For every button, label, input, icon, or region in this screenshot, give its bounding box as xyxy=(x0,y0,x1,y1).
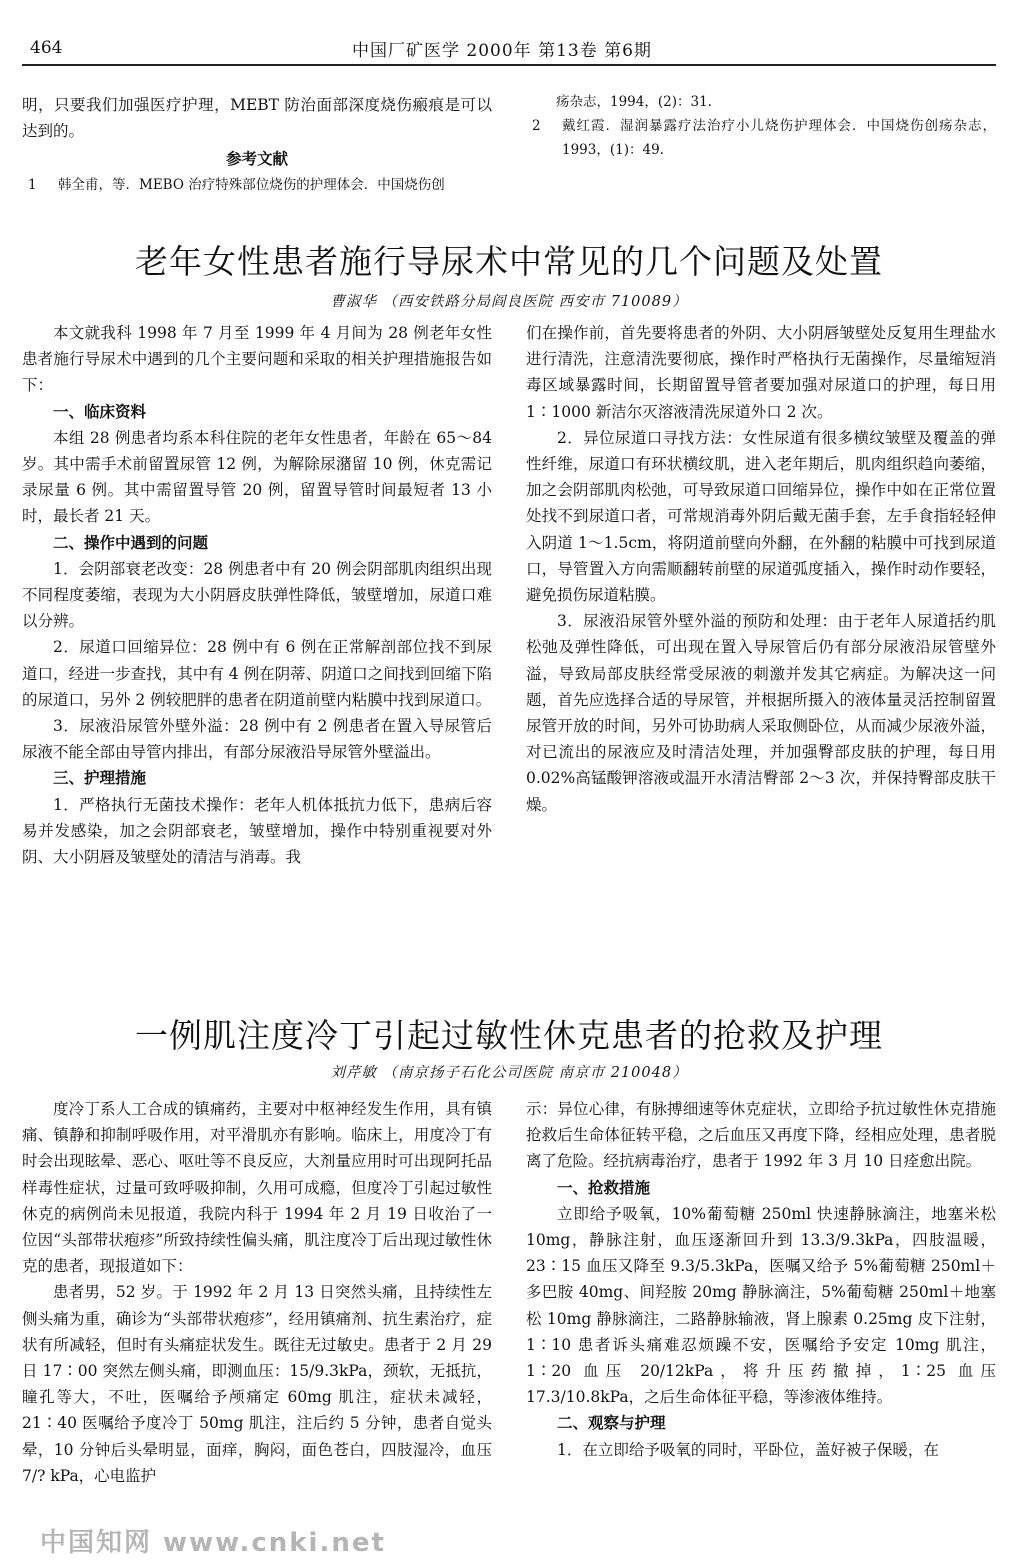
paragraph: 立即给予吸氧，10%葡萄糖 250ml 快速静脉滴注，地塞米松 10mg，静脉注射，血压逐渐回升到 13.3/9.3kPa，四肢温暖，23∶15 血压又降至 9.3/5.3kPa，医嘱又给予 5%葡萄糖 250ml＋多巴胺 40mg、间羟胺 20mg 静脉滴注，5%葡萄糖 250ml＋地塞松 10mg 静脉滴注，二路静脉输液，肾上腺素 0.25mg 皮下注射，1∶10 患者诉头痛难忍烦躁不安，医嘱给予安定 10mg 肌注，1∶20 血压 20/12kPa，将升压药撤掉，1∶25 血压 17.3/10.8kPa，之后生命体征平稳，等渗液体维持。 xyxy=(526,1204,996,1407)
page-number: 464 xyxy=(30,38,63,58)
prev-article-left xyxy=(22,92,492,197)
page-header xyxy=(22,34,996,66)
reference-1 xyxy=(22,173,492,197)
paragraph: 3．尿液沿尿管外壁外溢的预防和处理：由于老年人尿道括约肌松弛及弹性降低，可出现在置入导尿管后仍有部分尿液沿尿管壁外溢，导致局部皮肤经常受尿液的刺激并发其它病症。为解决这一问题，首先应选择合适的导尿管，并根据所摄入的液体量灵活控制留置尿管开放的时间，另外可协助病人采取侧卧位，从而减少尿液外溢，对已流出的尿液应及时清洁处理，并加强臀部皮肤的护理，每日用 0.02%高锰酸钾溶液或温开水清洁臀部 2～3 次，并保持臀部皮肤干燥。 xyxy=(526,612,996,814)
reference-2-text: 戴红霞．湿润暴露疗法治疗小儿烧伤护理体会．中国烧伤创疡杂志，1993，(1)：49. xyxy=(562,118,996,158)
reference-2 xyxy=(526,114,996,162)
journal-info: 中国厂矿医学 2000年 第13卷 第6期 xyxy=(352,41,652,61)
paragraph: 患者男，52 岁。于 1992 年 2 月 13 日突然头痛，且持续性左侧头痛为重，确诊为“头部带状疱疹”，经用镇痛剂、抗生素治疗，症状有所减轻，但时有头痛症状发生。既往无过敏史。患者于 2 月 29 日 17∶00 突然左侧头痛，即测血压：15/9.3kPa，颈软，无抵抗，瞳孔等大，不吐，医嘱给予颅痛定 60mg 肌注，症状未减轻，21∶40 医嘱给予度冷丁 50mg 肌注，注后约 5 分钟，患者自觉头晕，10 分钟后头晕明显，面痒，胸闷，面色苍白，四肢湿冷，血压 7/? kPa，心电监护 xyxy=(22,1283,492,1485)
article2-byline: 刘芹敏 （南京扬子石化公司医院 南京市 210048） xyxy=(330,1065,688,1081)
watermark: 中国知网 www.cnki.net xyxy=(40,1528,386,1558)
paragraph: 1．严格执行无菌技术操作：老年人机体抵抗力低下，患病后容易并发感染，加之会阴部衰老，皱壁增加，操作中特别重视要对外阴、大小阴唇及皱壁处的清洁与消毒。我 xyxy=(22,795,492,867)
paragraph: 1．会阴部衰老改变：28 例患者中有 20 例会阴部肌肉组织出现不同程度萎缩，表现为大小阴唇皮肤弹性降低，皱壁增加，尿道口难以分辨。 xyxy=(22,559,492,631)
section-heading: 一、抢救措施 xyxy=(557,1177,651,1197)
prev-article-text: 明，只要我们加强医疗护理，MEBT 防治面部深度烧伤瘢痕是可以达到的。 xyxy=(22,96,492,141)
reference-1-number: 1 xyxy=(28,176,37,193)
paragraph: 3．尿液沿尿管外壁外溢：28 例中有 2 例患者在置入导尿管后尿液不能全部由导管内排出，有部分尿液沿导尿管外壁溢出。 xyxy=(22,717,492,762)
reference-2-number: 2 xyxy=(532,118,541,134)
article1-byline: 曹淑华 （西安铁路分局阎良医院 西安市 710089） xyxy=(330,294,688,310)
references-heading: 参考文献 xyxy=(225,149,288,169)
article1-right-column xyxy=(526,320,996,818)
reference-1-text: 韩全甫，等．MEBO 治疗特殊部位烧伤的护理体会．中国烧伤创 xyxy=(58,176,445,193)
reference-1-continued: 疡杂志，1994，(2)：31. xyxy=(556,94,712,110)
paragraph: 2．异位尿道口寻找方法：女性尿道有很多横纹皱壁及覆盖的弹性纤维，尿道口有环状横纹肌，进入老年期后，肌肉组织趋向萎缩，加之会阴部肌肉松弛，可导致尿道口回缩异位，操作中如在正常位置处找不到尿道口者，可常规消毒外阴后戴无菌手套，左手食指轻轻伸入阴道 1～1.5cm，将阴道前壁向外翻，在外翻的粘膜中可找到尿道口，导管置入方向需顺翻转前壁的尿道弧度插入，操作时动作要轻，避免损伤尿道粘膜。 xyxy=(526,428,996,605)
section-heading: 一、临床资料 xyxy=(53,401,147,421)
paragraph: 本文就我科 1998 年 7 月至 1999 年 4 月间为 28 例老年女性患者施行导尿术中遇到的几个主要问题和采取的相关护理措施报告如下： xyxy=(22,324,492,395)
prev-article-right xyxy=(526,90,996,162)
article1-left-column xyxy=(22,320,492,870)
section-heading: 二、操作中遇到的问题 xyxy=(53,532,209,552)
article2-title: 一例肌注度冷丁引起过敏性休克患者的抢救及护理 xyxy=(135,1016,883,1055)
paragraph: 1．在立即给予吸氧的同时，平卧位，盖好被子保暖，在 xyxy=(557,1440,939,1459)
paragraph-continued: 示：异位心律，有脉搏细速等休克症状，立即给予抗过敏性休克措施抢救后生命体征转平稳，之后血压又再度下降，经相应处理，患者脱离了危险。经抗病毒治疗，患者于 1992 年 3 月 10 日痊愈出院。 xyxy=(526,1100,996,1171)
paragraph: 2．尿道口回缩异位：28 例中有 6 例在正常解剖部位找不到尿道口，经进一步查找，其中有 4 例在阴蒂、阴道口之间找到回缩下陷的尿道口，另外 2 例较肥胖的患者在阴道前壁内粘膜中找到尿道口。 xyxy=(22,638,492,709)
article2-left-column xyxy=(22,1096,492,1489)
article1-title: 老年女性患者施行导尿术中常见的几个问题及处置 xyxy=(135,242,883,281)
article2-right-column xyxy=(526,1096,996,1463)
paragraph: 本组 28 例患者均系本科住院的老年女性患者，年龄在 65～84 岁。其中需手术前留置尿管 12 例，为解除尿潴留 10 例，休克需记录尿量 6 例。其中需留置导管 20 例，留置导管时间最短者 13 小时，最长者 21 天。 xyxy=(22,428,492,526)
section-heading: 三、护理措施 xyxy=(53,768,147,788)
paragraph-continued: 们在操作前，首先要将患者的外阴、大小阴唇皱壁处反复用生理盐水进行清洗，注意清洗要彻底，操作时严格执行无菌操作，尽量缩短消毒区域暴露时间，长期留置导管者要加强对尿道口的护理，每日用 1∶1000 新洁尔灭溶液清洗尿道外口 2 次。 xyxy=(526,324,996,421)
paragraph: 度冷丁系人工合成的镇痛药，主要对中枢神经发生作用，具有镇痛、镇静和抑制呼吸作用，对平滑肌亦有影响。临床上，用度冷丁有时会出现眩晕、恶心、呕吐等不良反应，大剂量应用时可出现阿托品样毒性症状，过量可致呼吸抑制，久用可成瘾，但度冷丁引起过敏性休克的病例尚未见报道，我院内科于 1994 年 2 月 19 日收治了一位因“头部带状疱疹”所致持续性偏头痛，肌注度冷丁后出现过敏性休克的患者，现报道如下： xyxy=(22,1100,492,1276)
section-heading: 二、观察与护理 xyxy=(557,1413,666,1433)
